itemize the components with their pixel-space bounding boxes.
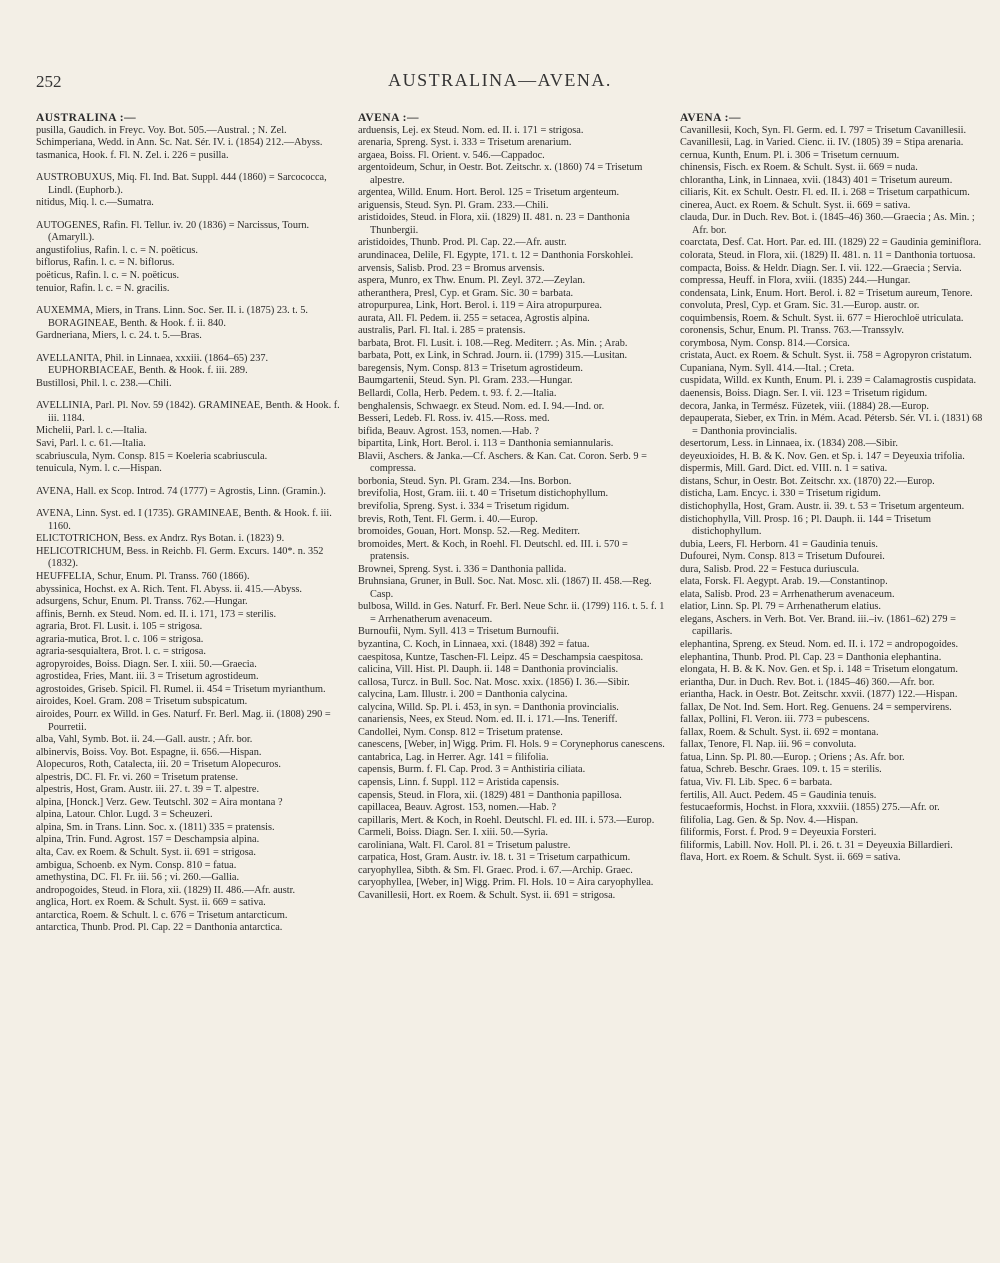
index-entry: AVENA, Hall. ex Scop. Introd. 74 (1777) = Agrostis, Linn. (Gramin.). xyxy=(36,485,326,497)
index-entry: cuspidata, Willd. ex Kunth, Enum. Pl. i. 239 = Calamagrostis cuspidata. xyxy=(680,375,977,387)
index-entry: abyssinica, Hochst. ex A. Rich. Tent. Fl. Abyss. ii. 415.—Abyss. xyxy=(36,583,302,595)
index-entry: anglica, Hort. ex Roem. & Schult. Syst. ii. 669 = sativa. xyxy=(36,897,266,909)
index-entry: bromoides, Gouan, Hort. Monsp. 52.—Reg. Mediterr. xyxy=(358,526,580,538)
index-entry: capillacea, Beauv. Agrost. 153, nomen.—Hab. ? xyxy=(358,802,557,814)
index-entry: elephantina, Spreng. ex Steud. Nom. ed. II. i. 172 = andropogoides. xyxy=(680,638,959,650)
index-entry: AVENA, Linn. Syst. ed. I (1735). GRAMINEAE, Benth. & Hook. f. iii. 1160. xyxy=(36,508,332,532)
index-entry: compressa, Heuff. in Flora, xviii. (1835) 244.—Hungar. xyxy=(680,275,911,287)
index-entry: Savi, Parl. l. c. 61.—Italia. xyxy=(36,438,146,450)
index-entry: capensis, Burm. f. Fl. Cap. Prod. 3 = Anthistiria ciliata. xyxy=(358,764,586,776)
index-entry: aristidoides, Thunb. Prod. Pl. Cap. 22.—Afr. austr. xyxy=(358,237,567,249)
index-entry: canariensis, Nees, ex Steud. Nom. ed. II. i. 171.—Ins. Teneriff. xyxy=(358,714,618,726)
index-entry: dubia, Leers, Fl. Herborn. 41 = Gaudinia tenuis. xyxy=(680,538,878,550)
index-entry: Cupaniana, Nym. Syll. 414.—Ital. ; Creta. xyxy=(680,362,855,374)
index-entry: caryophyllea, [Weber, in] Wigg. Prim. Fl. Hols. 10 = Aira caryophyllea. xyxy=(358,877,654,889)
index-entry: coquimbensis, Roem. & Schult. Syst. ii. 677 = Hierochloë utriculata. xyxy=(680,312,964,324)
index-entry: fertilis, All. Auct. Pedem. 45 = Gaudinia tenuis. xyxy=(680,789,877,801)
index-entry: fallax, Pollini, Fl. Veron. iii. 773 = pubescens. xyxy=(680,714,870,726)
index-entry: callosa, Turcz. in Bull. Soc. Nat. Mosc. xxix. (1856) I. 36.—Sibir. xyxy=(358,676,630,688)
index-entry: ciliaris, Kit. ex Schult. Oestr. Fl. ed. II. i. 268 = Trisetum carpathicum. xyxy=(680,187,970,199)
index-entry: aspera, Munro, ex Thw. Enum. Pl. Zeyl. 372.—Zeylan. xyxy=(358,275,586,287)
index-entry: Alopecuros, Roth, Catalecta, iii. 20 = Trisetum Alopecuros. xyxy=(36,759,281,771)
index-entry: bromoides, Mert. & Koch, in Roehl. Fl. Deutschl. ed. III. i. 570 = pratensis. xyxy=(358,538,628,563)
index-entry: brevis, Roth, Tent. Fl. Germ. i. 40.—Europ. xyxy=(358,513,538,525)
index-entry: AUSTROBUXUS, Miq. Fl. Ind. Bat. Suppl. 444 (1860) = Sarcococca, Lindl. (Euphorb.). xyxy=(36,172,327,196)
index-entry: chlorantha, Link, in Linnaea, xvii. (1843) 401 = Trisetum aureum. xyxy=(680,174,953,186)
index-entry: elephantina, Thunb. Prod. Pl. Cap. 23 = Danthonia elephantina. xyxy=(680,651,942,663)
index-entry: caryophyllea, Sibth. & Sm. Fl. Graec. Prod. i. 67.—Archip. Graec. xyxy=(358,864,633,876)
index-entry: distichophylla, Vill. Prosp. 16 ; Pl. Dauph. ii. 144 = Trisetum distichophyllum. xyxy=(680,513,932,538)
index-entry: tasmanica, Hook. f. Fl. N. Zel. i. 226 = pusilla. xyxy=(36,149,229,161)
index-entry: deyeuxioides, H. B. & K. Nov. Gen. et Sp. i. 147 = Deyeuxia trifolia. xyxy=(680,450,965,462)
index-entry: desertorum, Less. in Linnaea, ix. (1834) 208.—Sibir. xyxy=(680,438,898,450)
index-entry: poëticus, Rafin. l. c. = N. poëticus. xyxy=(36,270,180,282)
index-entry: agraria-mutica, Brot. l. c. 106 = strigosa. xyxy=(36,633,204,645)
index-entry: albinervis, Boiss. Voy. Bot. Espagne, ii. 656.—Hispan. xyxy=(36,746,262,758)
index-entry: Bellardi, Colla, Herb. Pedem. t. 93. f. 2.—Italia. xyxy=(358,388,557,400)
index-entry: arvensis, Salisb. Prod. 23 = Bromus arvensis. xyxy=(358,262,545,274)
page-number: 252 xyxy=(36,72,62,91)
index-entry: carpatica, Host, Gram. Austr. iv. 18. t. 31 = Trisetum carpathicum. xyxy=(358,852,631,864)
index-entry: Carmeli, Boiss. Diagn. Ser. I. xiii. 50.—Syria. xyxy=(358,827,548,839)
index-entry: distichophylla, Host, Gram. Austr. ii. 39. t. 53 = Trisetum argenteum. xyxy=(680,500,965,512)
index-entry: fatua, Linn. Sp. Pl. 80.—Europ. ; Oriens ; As. Afr. bor. xyxy=(680,751,905,763)
index-entry: bifida, Beauv. Agrost. 153, nomen.—Hab. ? xyxy=(358,425,539,437)
index-entry: airoides, Koel. Gram. 208 = Trisetum subspicatum. xyxy=(36,696,248,708)
index-entry: barbata, Pott, ex Link, in Schrad. Journ. ii. (1799) 315.—Lusitan. xyxy=(358,350,628,362)
index-entry: arundinacea, Delile, Fl. Egypte, 171. t. 12 = Danthonia Forskohlei. xyxy=(358,250,634,262)
index-entry: Schimperiana, Wedd. in Ann. Sc. Nat. Sér. IV. i. (1854) 212.—Abyss. xyxy=(36,137,323,149)
index-entry: caespitosa, Kuntze, Taschen-Fl. Leipz. 45 = Deschampsia caespitosa. xyxy=(358,651,644,663)
index-entry: dispermis, Mill. Gard. Dict. ed. VIII. n. 1 = sativa. xyxy=(680,463,888,475)
index-entry: brevifolia, Spreng. Syst. i. 334 = Trisetum rigidum. xyxy=(358,500,570,512)
index-entry: cernua, Kunth, Enum. Pl. i. 306 = Trisetum cernuum. xyxy=(680,149,900,161)
index-entry: HEUFFELIA, Schur, Enum. Pl. Transs. 760 (1866). xyxy=(36,570,250,582)
index-entry: pusilla, Gaudich. in Freyc. Voy. Bot. 505.—Austral. ; N. Zel. xyxy=(36,124,287,136)
index-entry: agrostoides, Griseb. Spicil. Fl. Rumel. ii. 454 = Trisetum myrianthum. xyxy=(36,683,326,695)
index-entry: fatua, Schreb. Beschr. Graes. 109. t. 15 = sterilis. xyxy=(680,764,882,776)
index-entry: AUXEMMA, Miers, in Trans. Linn. Soc. Ser. II. i. (1875) 23. t. 5. BORAGINEAE, Benth. & Hook. f. ii. 840. xyxy=(36,305,309,329)
index-entry: Gardneriana, Miers, l. c. 24. t. 5.—Bras. xyxy=(36,330,202,342)
index-entry: cristata, Auct. ex Roem. & Schult. Syst. ii. 758 = Agropyron cristatum. xyxy=(680,350,972,362)
index-entry: cantabrica, Lag. in Herrer. Agr. 141 = filifolia. xyxy=(358,751,549,763)
index-entry: elongata, H. B. & K. Nov. Gen. et Sp. i. 148 = Trisetum elongatum. xyxy=(680,664,958,676)
index-entry: canescens, [Weber, in] Wigg. Prim. Fl. Hols. 9 = Corynephorus canescens. xyxy=(358,739,665,751)
index-entry: compacta, Boiss. & Heldr. Diagn. Ser. I. vii. 122.—Graecia ; Servia. xyxy=(680,262,962,274)
index-entry: eriantha, Dur. in Duch. Rev. Bot. i. (1845–46) 360.—Afr. bor. xyxy=(680,676,935,688)
index-entry: filiformis, Labill. Nov. Holl. Pl. i. 26. t. 31 = Deyeuxia Billardieri. xyxy=(680,839,953,851)
index-entry: amethystina, DC. Fl. Fr. iii. 56 ; vi. 260.—Gallia. xyxy=(36,872,240,884)
index-entry: festucaeformis, Hochst. in Flora, xxxviii. (1855) 275.—Afr. or. xyxy=(680,802,940,814)
index-entry: coronensis, Schur, Enum. Pl. Transs. 763.—Transsylv. xyxy=(680,325,904,337)
index-entry: Dufourei, Nym. Consp. 813 = Trisetum Dufourei. xyxy=(680,551,885,563)
index-entry: Cavanillesii, Koch, Syn. Fl. Germ. ed. I. 797 = Trisetum Cavanillesii. xyxy=(680,124,967,136)
index-entry: Bustillosi, Phil. l. c. 238.—Chili. xyxy=(36,377,172,389)
index-entry: scabriuscula, Nym. Consp. 815 = Koeleria scabriuscula. xyxy=(36,450,268,462)
index-entry: borbonia, Steud. Syn. Pl. Gram. 234.—Ins. Borbon. xyxy=(358,475,572,487)
index-entry: elegans, Aschers. in Verh. Bot. Ver. Brand. iii.–iv. (1861–62) 279 = capillaris. xyxy=(680,613,956,638)
index-entry: brevifolia, Host, Gram. iii. t. 40 = Trisetum distichophyllum. xyxy=(358,488,609,500)
index-entry: tenuicula, Nym. l. c.—Hispan. xyxy=(36,463,162,475)
index-entry: calicina, Vill. Hist. Pl. Dauph. ii. 148 = Danthonia provincialis. xyxy=(358,664,619,676)
index-entry: dura, Salisb. Prod. 22 = Festuca duriuscula. xyxy=(680,563,860,575)
index-entry: elata, Salisb. Prod. 23 = Arrhenatherum avenaceum. xyxy=(680,588,895,600)
index-entry: atropurpurea, Link, Hort. Berol. i. 119 = Aira atropurpurea. xyxy=(358,300,602,312)
index-entry: alpina, Latour. Chlor. Lugd. 3 = Scheuzeri. xyxy=(36,809,213,821)
index-entry: Besseri, Ledeb. Fl. Ross. iv. 415.—Ross. med. xyxy=(358,413,550,425)
index-entry: argaea, Boiss. Fl. Orient. v. 546.—Cappadoc. xyxy=(358,149,545,161)
index-entry: filifolia, Lag. Gen. & Sp. Nov. 4.—Hispan. xyxy=(680,814,859,826)
index-entry: affinis, Bernh. ex Steud. Nom. ed. II. i. 171, 173 = sterilis. xyxy=(36,608,277,620)
index-entry: byzantina, C. Koch, in Linnaea, xxi. (1848) 392 = fatua. xyxy=(358,638,590,650)
index-entry: antarctica, Thunb. Prod. Pl. Cap. 22 = Danthonia antarctica. xyxy=(36,922,283,934)
index-entry: capensis, Linn. f. Suppl. 112 = Aristida capensis. xyxy=(358,776,560,788)
section-heading: AVENA :— xyxy=(680,112,741,124)
index-entry: Cavanillesii, Lag. in Varied. Cienc. ii. IV. (1805) 39 = Stipa arenaria. xyxy=(680,137,964,149)
column-middle xyxy=(358,112,668,935)
index-entry: alta, Cav. ex Roem. & Schult. Syst. ii. 691 = strigosa. xyxy=(36,846,256,858)
index-entry: capillaris, Mert. & Koch, in Roehl. Deutschl. Fl. ed. III. i. 573.—Europ. xyxy=(358,814,655,826)
index-entry: fatua, Viv. Fl. Lib. Spec. 6 = barbata. xyxy=(680,776,833,788)
index-entry: Michelii, Parl. l. c.—Italia. xyxy=(36,425,147,437)
index-entry: agropyroides, Boiss. Diagn. Ser. I. xiii. 50.—Graecia. xyxy=(36,658,257,670)
section-heading: AVENA :— xyxy=(358,112,419,124)
index-entry: Candollei, Nym. Consp. 812 = Trisetum pratense. xyxy=(358,726,563,738)
index-entry: cinerea, Auct. ex Roem. & Schult. Syst. ii. 669 = sativa. xyxy=(680,199,911,211)
index-entry: Cavanillesii, Hort. ex Roem. & Schult. Syst. ii. 691 = strigosa. xyxy=(358,889,616,901)
index-entry: tenuior, Rafin. l. c. = N. gracilis. xyxy=(36,282,170,294)
running-head: AUSTRALINA—AVENA. xyxy=(388,70,612,90)
index-entry: coarctata, Desf. Cat. Hort. Par. ed. III. (1829) 22 = Gaudinia geminiflora. xyxy=(680,237,982,249)
index-entry: atheranthera, Presl, Cyp. et Gram. Sic. 30 = barbata. xyxy=(358,287,574,299)
index-entry: elatior, Linn. Sp. Pl. 79 = Arrhenatherum elatius. xyxy=(680,601,882,613)
index-entry: bipartita, Link, Hort. Berol. i. 113 = Danthonia semiannularis. xyxy=(358,438,614,450)
section-heading: AUSTRALINA :— xyxy=(36,112,137,124)
index-entry: angustifolius, Rafin. l. c. = N. poëticus. xyxy=(36,244,198,256)
index-entry: HELICOTRICHUM, Bess. in Reichb. Fl. Germ. Excurs. 140*. n. 352 (1832). xyxy=(36,545,324,570)
index-entry: agrostidea, Fries, Mant. iii. 3 = Trisetum agrostideum. xyxy=(36,671,259,683)
index-entry: bulbosa, Willd. in Ges. Naturf. Fr. Berl. Neue Schr. ii. (1799) 116. t. 5. f. 1 = Arrhenatherum avenaceum. xyxy=(358,601,665,625)
text-columns xyxy=(36,112,991,935)
column-right xyxy=(680,112,990,935)
index-entry: alpina, [Honck.] Verz. Gew. Teutschl. 302 = Aira montana ? xyxy=(36,796,283,808)
index-entry: AVELLINIA, Parl. Pl. Nov. 59 (1842). GRAMINEAE, Benth. & Hook. f. iii. 1184. xyxy=(36,400,340,424)
index-entry: fallax, De Not. Ind. Sem. Hort. Reg. Genuens. 24 = sempervirens. xyxy=(680,701,952,713)
index-entry: chinensis, Fisch. ex Roem. & Schult. Syst. ii. 669 = nuda. xyxy=(680,162,918,174)
index-entry: disticha, Lam. Encyc. i. 330 = Trisetum rigidum. xyxy=(680,488,881,500)
index-entry: clauda, Dur. in Duch. Rev. Bot. i. (1845–46) 360.—Graecia ; As. Min. ; Afr. bor. xyxy=(680,212,975,236)
index-entry: Brownei, Spreng. Syst. i. 336 = Danthonia pallida. xyxy=(358,563,567,575)
index-entry: flava, Hort. ex Roem. & Schult. Syst. ii. 669 = sativa. xyxy=(680,852,901,864)
index-entry: andropogoides, Steud. in Flora, xii. (1829) II. 486.—Afr. austr. xyxy=(36,884,296,896)
index-entry: calycina, Willd. Sp. Pl. i. 453, in syn. = Danthonia provincialis. xyxy=(358,701,619,713)
index-entry: biflorus, Rafin. l. c. = N. biflorus. xyxy=(36,257,175,269)
index-entry: argentoideum, Schur, in Oestr. Bot. Zeitschr. x. (1860) 74 = Trisetum alpestre. xyxy=(358,162,643,186)
index-entry: arduensis, Lej. ex Steud. Nom. ed. II. i. 171 = strigosa. xyxy=(358,124,584,136)
index-entry: alpina, Sm. in Trans. Linn. Soc. x. (1811) 335 = pratensis. xyxy=(36,821,275,833)
index-entry: Blavii, Aschers. & Janka.—Cf. Aschers. & Kan. Cat. Coron. Serb. 9 = compressa. xyxy=(358,450,647,475)
index-entry: airoides, Pourr. ex Willd. in Ges. Naturf. Fr. Berl. Mag. ii. (1808) 290 = Pourretii. xyxy=(36,708,331,733)
column-left xyxy=(36,112,346,935)
index-entry: daenensis, Boiss. Diagn. Ser. I. vii. 123 = Trisetum rigidum. xyxy=(680,388,928,400)
index-entry: ELICTOTRICHON, Bess. ex Andrz. Rys Botan. i. (1823) 9. xyxy=(36,533,285,545)
index-entry: calycina, Lam. Illustr. i. 200 = Danthonia calycina. xyxy=(358,689,568,701)
index-entry: alpestris, DC. Fl. Fr. vi. 260 = Trisetum pratense. xyxy=(36,771,239,783)
index-entry: Baumgartenii, Steud. Syn. Pl. Gram. 233.—Hungar. xyxy=(358,375,573,387)
index-entry: convoluta, Presl, Cyp. et Gram. Sic. 31.—Europ. austr. or. xyxy=(680,300,920,312)
index-entry: antarctica, Roem. & Schult. l. c. 676 = Trisetum antarcticum. xyxy=(36,909,288,921)
index-entry: fallax, Roem. & Schult. Syst. ii. 692 = montana. xyxy=(680,726,879,738)
index-entry: fallax, Tenore, Fl. Nap. iii. 96 = convoluta. xyxy=(680,739,857,751)
index-entry: colorata, Steud. in Flora, xii. (1829) II. 481. n. 11 = Danthonia tortuosa. xyxy=(680,250,976,262)
index-entry: alpina, Trin. Fund. Agrost. 157 = Deschampsia alpina. xyxy=(36,834,260,846)
index-entry: eriantha, Hack. in Oestr. Bot. Zeitschr. xxvii. (1877) 122.—Hispan. xyxy=(680,689,958,701)
index-entry: depauperata, Sieber, ex Trin. in Mém. Acad. Pétersb. Sér. VI. i. (1831) 68 = Danthonia provincialis. xyxy=(680,413,983,437)
index-entry: ambigua, Schoenb. ex Nym. Consp. 810 = fatua. xyxy=(36,859,237,871)
index-entry: Burnoufii, Nym. Syll. 413 = Trisetum Burnoufii. xyxy=(358,626,559,638)
index-entry: condensata, Link, Enum. Hort. Berol. i. 82 = Trisetum aureum, Tenore. xyxy=(680,287,973,299)
index-entry: caroliniana, Walt. Fl. Carol. 81 = Trisetum palustre. xyxy=(358,839,571,851)
index-entry: australis, Parl. Fl. Ital. i. 285 = pratensis. xyxy=(358,325,526,337)
index-entry: AUTOGENES, Rafin. Fl. Tellur. iv. 20 (1836) = Narcissus, Tourn. (Amaryll.). xyxy=(36,219,310,244)
index-entry: adsurgens, Schur, Enum. Pl. Transs. 762.—Hungar. xyxy=(36,596,248,608)
index-entry: filiformis, Forst. f. Prod. 9 = Deyeuxia Forsteri. xyxy=(680,827,877,839)
index-entry: agraria, Brot. Fl. Lusit. i. 105 = strigosa. xyxy=(36,621,203,633)
index-entry: ariguensis, Steud. Syn. Pl. Gram. 233.—Chili. xyxy=(358,199,549,211)
index-entry: distans, Schur, in Oestr. Bot. Zeitschr. xx. (1870) 22.—Europ. xyxy=(680,475,935,487)
index-entry: nitidus, Miq. l. c.—Sumatra. xyxy=(36,197,154,209)
index-entry: aristidoides, Steud. in Flora, xii. (1829) II. 481. n. 23 = Danthonia Thunbergii. xyxy=(358,212,630,236)
index-entry: barbata, Brot. Fl. Lusit. i. 108.—Reg. Mediterr. ; As. Min. ; Arab. xyxy=(358,337,628,349)
index-entry: Bruhnsiana, Gruner, in Bull. Soc. Nat. Mosc. xli. (1867) II. 458.—Reg. Casp. xyxy=(358,576,652,600)
index-entry: alba, Vahl, Symb. Bot. ii. 24.—Gall. austr. ; Afr. bor. xyxy=(36,734,253,746)
index-entry: AVELLANITA, Phil. in Linnaea, xxxiii. (1864–65) 237. EUPHORBIACEAE, Benth. & Hook. f. iii. 289. xyxy=(36,352,269,377)
index-entry: decora, Janka, in Termész. Füzetek, viii. (1884) 28.—Europ. xyxy=(680,400,930,412)
index-entry: aurata, All. Fl. Pedem. ii. 255 = setacea, Agrostis alpina. xyxy=(358,312,590,324)
index-entry: capensis, Steud. in Flora, xii. (1829) 481 = Danthonia papillosa. xyxy=(358,789,622,801)
index-entry: agraria-sesquialtera, Brot. l. c. = strigosa. xyxy=(36,646,206,658)
index-entry: arenaria, Spreng. Syst. i. 333 = Trisetum arenarium. xyxy=(358,137,572,149)
index-entry: corymbosa, Nym. Consp. 814.—Corsica. xyxy=(680,337,850,349)
index-entry: benghalensis, Schwaegr. ex Steud. Nom. ed. I. 94.—Ind. or. xyxy=(358,400,605,412)
index-entry: argentea, Willd. Enum. Hort. Berol. 125 = Trisetum argenteum. xyxy=(358,187,620,199)
index-entry: alpestris, Host, Gram. Austr. iii. 27. t. 39 = T. alpestre. xyxy=(36,784,260,796)
index-entry: elata, Forsk. Fl. Aegypt. Arab. 19.—Constantinop. xyxy=(680,576,888,588)
index-entry: baregensis, Nym. Consp. 813 = Trisetum agrostideum. xyxy=(358,362,583,374)
